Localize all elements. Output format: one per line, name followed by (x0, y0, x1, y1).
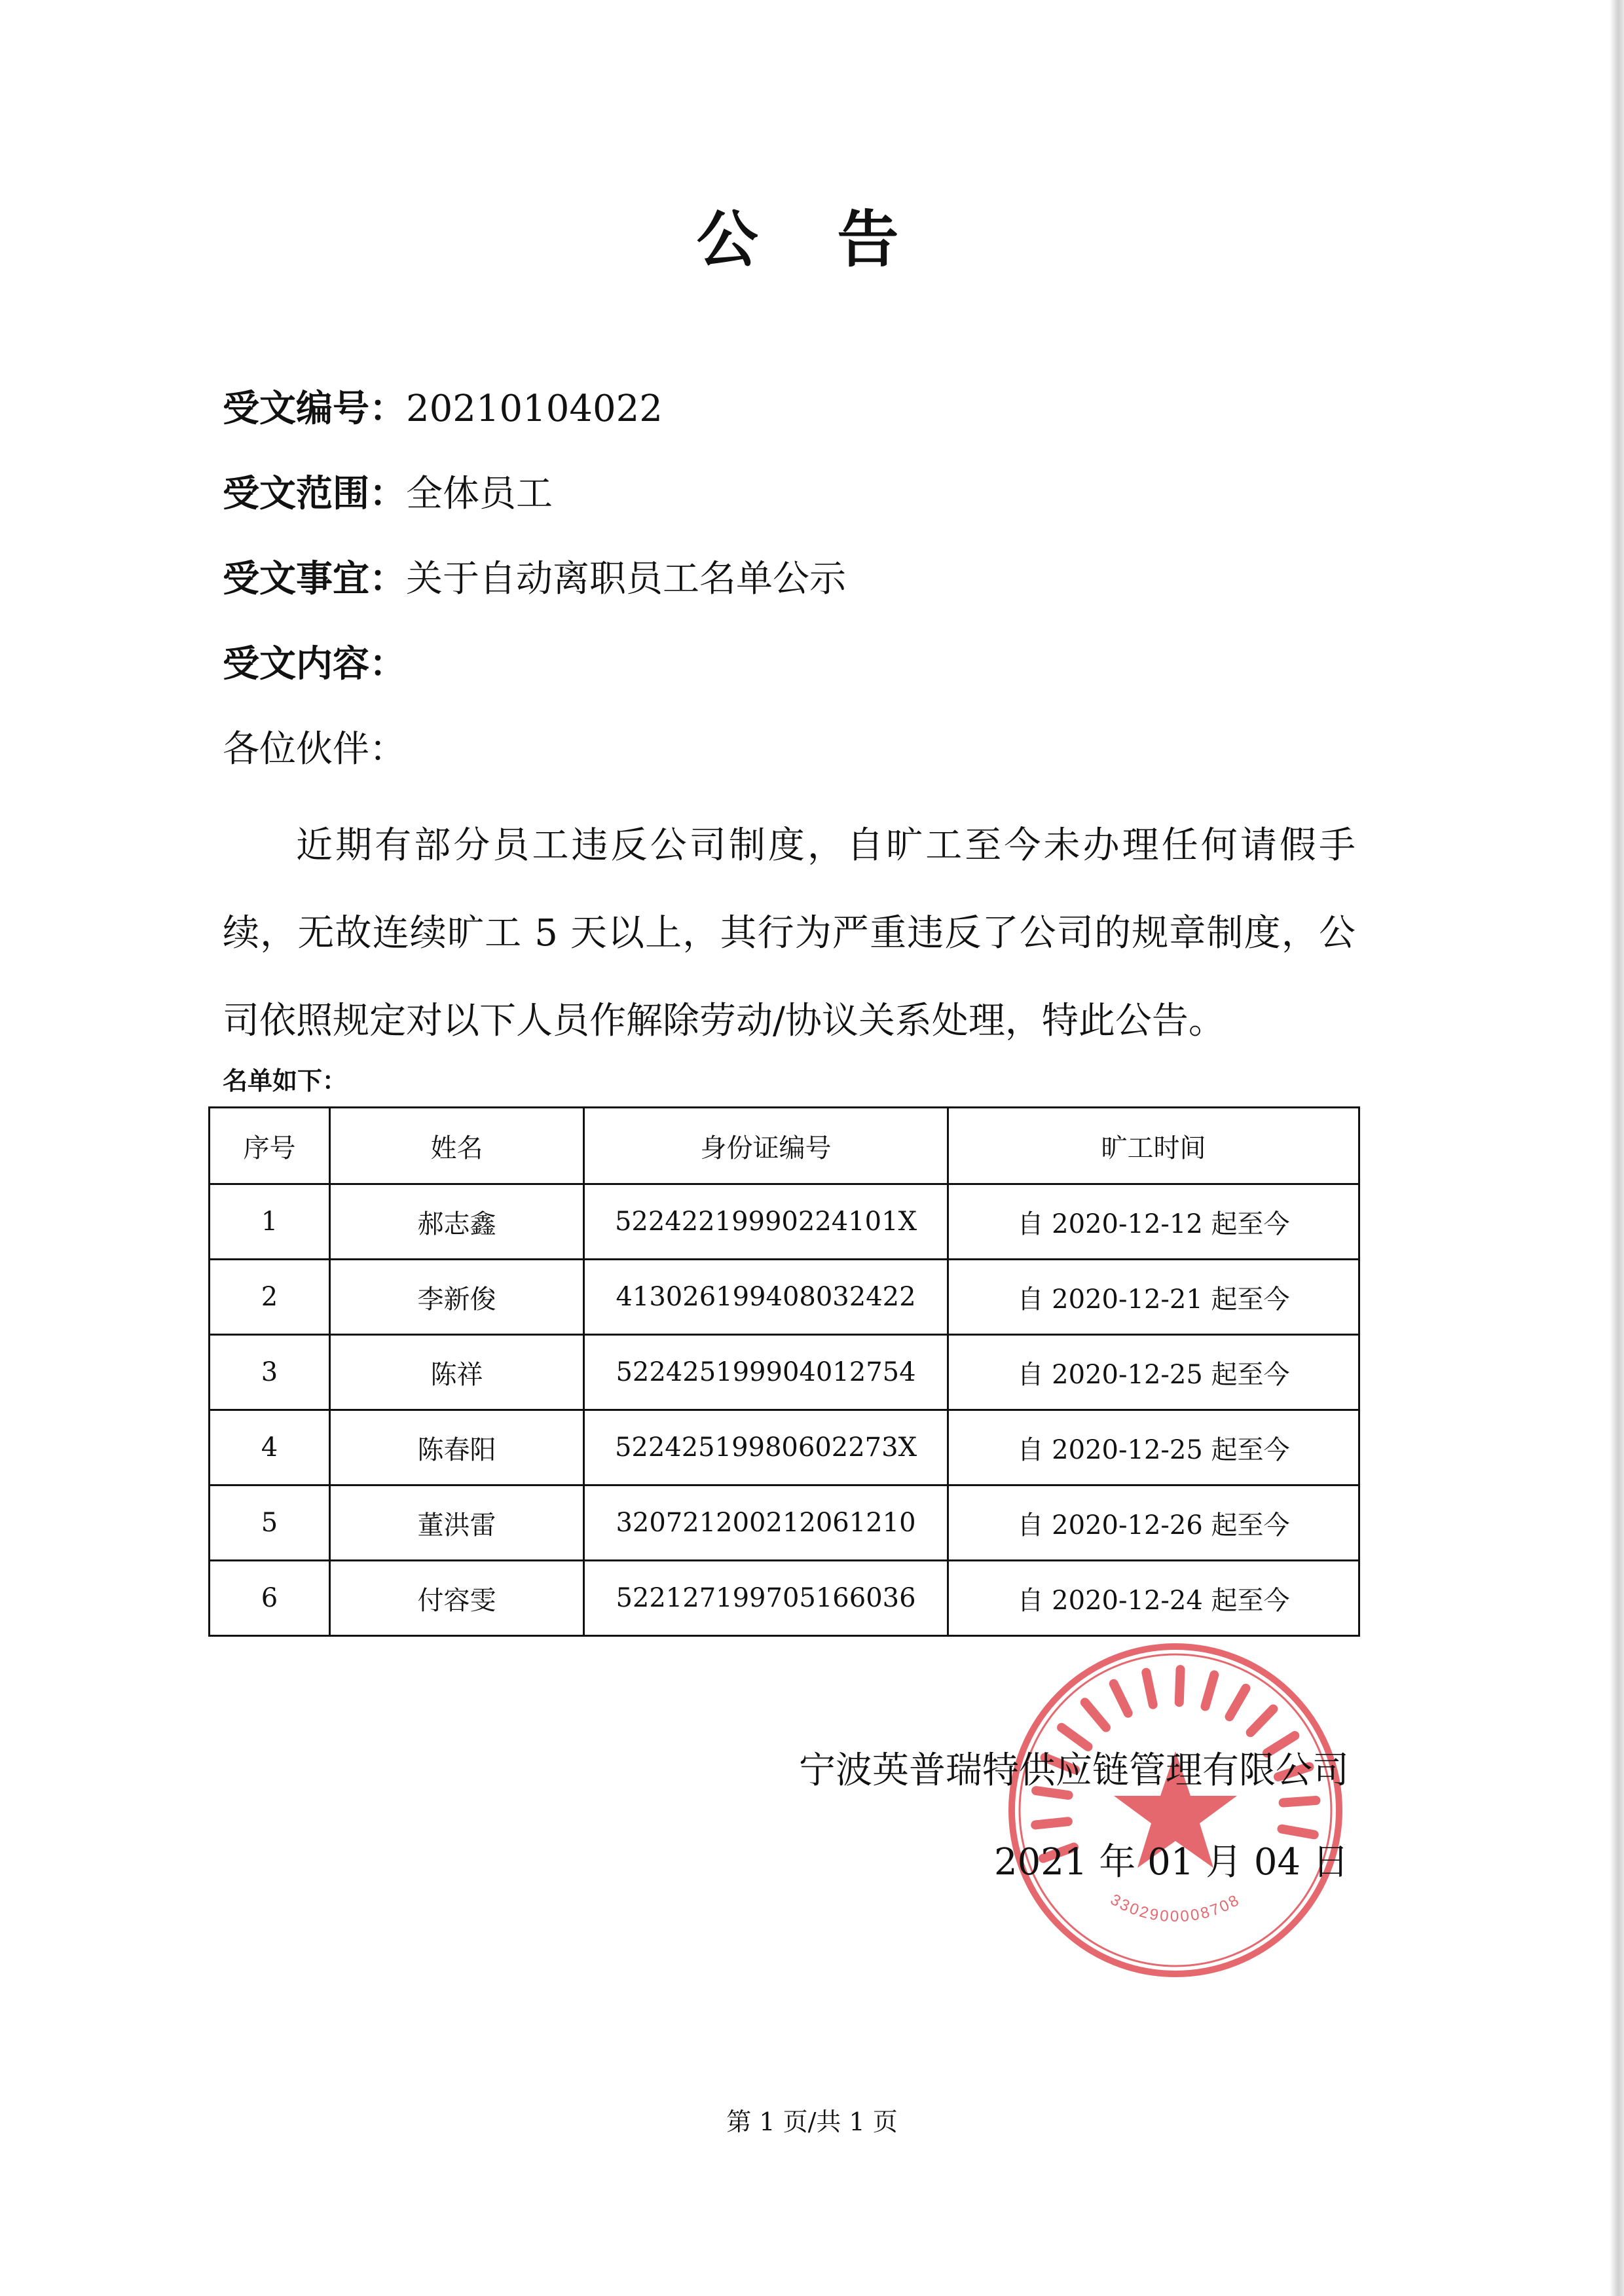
company-seal-stamp (1002, 1637, 1349, 1984)
table-row (210, 1260, 1359, 1335)
header-name: 姓名 (330, 1108, 584, 1184)
cell-index: 2 (210, 1260, 330, 1335)
issue-date: 2021 年 01 月 04 日 (993, 1841, 1349, 1884)
seal-glyph-mark (1230, 1688, 1246, 1717)
cell-absence-period: 自 2020-12-12 起至今 (948, 1184, 1359, 1260)
cell-index: 1 (210, 1184, 330, 1260)
cell-id-number: 522425199904012754 (584, 1335, 948, 1410)
document-title: 公 告 (696, 204, 928, 276)
seal-glyph-mark (1205, 1675, 1214, 1706)
header-index: 序号 (210, 1108, 330, 1184)
cell-id-number: 413026199408032422 (584, 1260, 948, 1335)
cell-name: 陈春阳 (330, 1410, 584, 1485)
seal-glyph-mark (1146, 1673, 1153, 1705)
cell-id-number: 52242519980602273X (584, 1410, 948, 1485)
table-row (210, 1410, 1359, 1485)
cell-name: 陈祥 (330, 1335, 584, 1410)
cell-name: 董洪雷 (330, 1485, 584, 1561)
table-row (210, 1335, 1359, 1410)
field-value: 关于自动离职员工名单公示 (406, 558, 846, 600)
seal-glyph-mark (1085, 1702, 1106, 1727)
field-value: 全体员工 (406, 473, 553, 515)
cell-id-number: 320721200212061210 (584, 1485, 948, 1561)
scan-edge-shadow (1610, 0, 1624, 2296)
doc-number-field (223, 380, 663, 432)
doc-subject-field (223, 550, 846, 602)
table-row (210, 1184, 1359, 1260)
page-footer: 第 1 页/共 1 页 (726, 2107, 898, 2136)
header-absence-period: 旷工时间 (948, 1108, 1359, 1184)
table-header-row (210, 1108, 1359, 1184)
cell-id-number: 52242219990224101X (584, 1184, 948, 1260)
field-value: 20210104022 (406, 388, 663, 430)
cell-absence-period: 自 2020-12-25 起至今 (948, 1410, 1359, 1485)
issuing-company: 宁波英普瑞特供应链管理有限公司 (799, 1749, 1349, 1792)
table-row (210, 1561, 1359, 1636)
cell-absence-period: 自 2020-12-24 起至今 (948, 1561, 1359, 1636)
cell-index: 3 (210, 1335, 330, 1410)
doc-scope-field (223, 465, 553, 517)
field-label: 受文编号： (223, 388, 406, 430)
dismissal-table (208, 1106, 1360, 1637)
list-caption: 名单如下： (223, 1066, 348, 1095)
cell-absence-period: 自 2020-12-25 起至今 (948, 1335, 1359, 1410)
seal-glyph-mark (1179, 1669, 1181, 1702)
seal-glyph-mark (1251, 1709, 1274, 1732)
table-row (210, 1485, 1359, 1561)
cell-index: 4 (210, 1410, 330, 1485)
cell-name: 李新俊 (330, 1260, 584, 1335)
body-paragraph: 近期有部分员工违反公司制度，自旷工至今未办理任何请假手续，无故连续旷工 5 天以上，其行为严重违反了公司的规章制度，公司依照规定对以下人员作解除劳动/协议关系处理，特此公告。 (223, 824, 1356, 1042)
cell-name: 付容雯 (330, 1561, 584, 1636)
field-label: 受文范围： (223, 473, 406, 515)
doc-content-field (223, 635, 406, 687)
seal-glyph-mark (1114, 1684, 1128, 1713)
header-id-number: 身份证编号 (584, 1108, 948, 1184)
greeting: 各位伙伴： (223, 728, 406, 771)
field-label: 受文事宜： (223, 558, 406, 600)
seal-number: 3302900008708 (1107, 1891, 1244, 1926)
cell-absence-period: 自 2020-12-26 起至今 (948, 1485, 1359, 1561)
cell-id-number: 522127199705166036 (584, 1561, 948, 1636)
cell-index: 5 (210, 1485, 330, 1561)
field-label: 受文内容： (223, 643, 406, 685)
seal-glyph-mark (1035, 1821, 1068, 1825)
cell-index: 6 (210, 1561, 330, 1636)
seal-glyph-mark (1283, 1800, 1316, 1802)
cell-name: 郝志鑫 (330, 1184, 584, 1260)
cell-absence-period: 自 2020-12-21 起至今 (948, 1260, 1359, 1335)
